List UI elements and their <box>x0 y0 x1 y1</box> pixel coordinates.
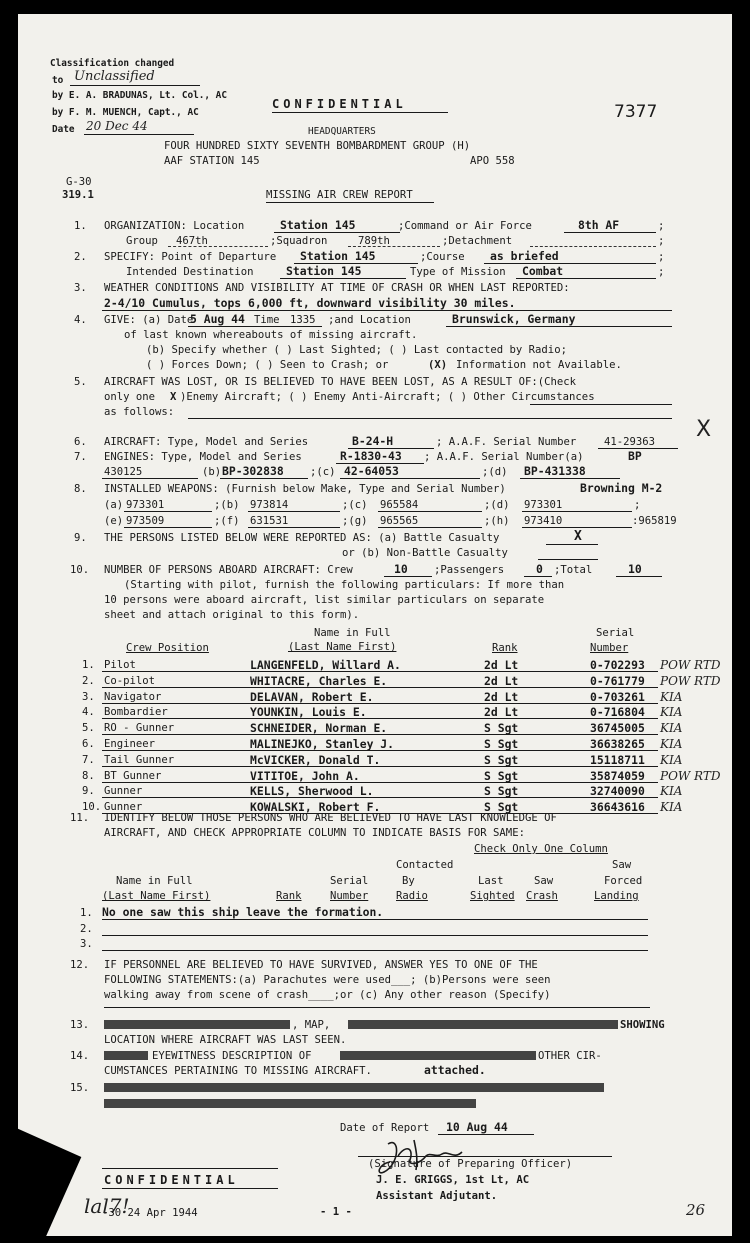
margin-x-mark: X <box>696 417 712 442</box>
s13-map: , MAP, <box>292 1019 331 1031</box>
crew-row-number: 4. <box>82 706 95 718</box>
s11-row-3-num: 3. <box>80 938 93 950</box>
s11-line-2: AIRCRAFT, AND CHECK APPROPRIATE COLUMN TO INDICATE BASIS FOR SAME: <box>104 827 525 839</box>
s11-num: 11. <box>70 812 90 824</box>
s4-location-label: ;and Location <box>328 314 411 326</box>
s11-line-1: IDENTIFY BELOW THOSE PERSONS WHO ARE BELIEVED TO HAVE LAST KNOWLEDGE OF <box>104 812 557 824</box>
form-number: -30 24 Apr 1944 <box>102 1207 198 1219</box>
crew-position: Engineer <box>104 738 156 750</box>
s1-group-label: Group <box>126 235 158 247</box>
crew-rank: S Sgt <box>484 784 519 798</box>
s9-label: THE PERSONS LISTED BELOW WERE REPORTED AS: (a) Battle Casualty <box>104 532 500 544</box>
crew-row-number: 10. <box>82 801 102 813</box>
s6-label: AIRCRAFT: Type, Model and Series <box>104 436 309 448</box>
crew-status-note: KIA <box>660 753 683 767</box>
crew-position: Co-pilot <box>104 675 156 687</box>
s6-num: 6. <box>74 436 87 448</box>
s1-location: Station 145 <box>280 218 356 232</box>
s11-h-contacted-1: Contacted <box>396 859 454 871</box>
crew-rank: S Sgt <box>484 737 519 751</box>
s4-line-4b: Information not Available. <box>456 359 622 371</box>
crew-row-number: 2. <box>82 675 95 687</box>
s3-num: 3. <box>74 282 87 294</box>
s2-dest: Station 145 <box>286 264 362 278</box>
s10-num: 10. <box>70 564 90 576</box>
s4-time-label: Time <box>254 314 280 326</box>
s1-detachment-label: ;Detachment <box>442 235 513 247</box>
s8-weapon-h: 973410 <box>524 515 563 527</box>
crew-position: Pilot <box>104 659 136 671</box>
report-date-label: Date of Report <box>340 1122 430 1134</box>
s4-line-2: of last known whereabouts of missing aircraft. <box>124 329 418 341</box>
s10-line-4: sheet and attach original to this form). <box>104 609 360 621</box>
s4-line-3: (b) Specify whether ( ) Last Sighted; ( ) Last contacted by Radio; <box>146 344 567 356</box>
s4-num: 4. <box>74 314 87 326</box>
crew-status-note: POW RTD <box>660 769 721 783</box>
s7-type: R-1830-43 <box>340 449 402 463</box>
s10-total: 10 <box>628 562 642 576</box>
corner-number: 26 <box>686 1201 706 1219</box>
s11-row-1: No one saw this ship leave the formation. <box>102 905 384 919</box>
officer-name: J. E. GRIGGS, 1st Lt, AC <box>376 1174 530 1186</box>
s3-label: WEATHER CONDITIONS AND VISIBILITY AT TIME OF CRASH OR WHEN LAST REPORTED: <box>104 282 570 294</box>
s2-num: 2. <box>74 251 87 263</box>
s10-total-label: ;Total <box>554 564 593 576</box>
s14-attached: attached. <box>424 1063 486 1077</box>
s10-label: NUMBER OF PERSONS ABOARD AIRCRAFT: Crew <box>104 564 353 576</box>
crew-serial: 0-702293 <box>590 658 645 672</box>
s12-line-2: FOLLOWING STATEMENTS:(a) Parachutes were used___; (b)Persons were seen <box>104 974 551 986</box>
crew-col-serial-2: Number <box>590 642 629 654</box>
s6-serial-label: ; A.A.F. Serial Number <box>436 436 577 448</box>
s11-row-2-num: 2. <box>80 923 93 935</box>
crew-rank: 2d Lt <box>484 674 519 688</box>
crew-position: Bombardier <box>104 706 168 718</box>
s1-num: 1. <box>74 220 87 232</box>
s14-num: 14. <box>70 1050 90 1062</box>
s2-course-label: ;Course <box>420 251 465 263</box>
s12-line-1: IF PERSONNEL ARE BELIEVED TO HAVE SURVIVED, ANSWER YES TO ONE OF THE <box>104 959 538 971</box>
crew-serial: 0-761779 <box>590 674 645 688</box>
s11-h-last-1: Last <box>478 875 504 887</box>
s1-command-label: ;Command or Air Force <box>398 220 532 232</box>
s13-line-2: LOCATION WHERE AIRCRAFT WAS LAST SEEN. <box>104 1034 347 1046</box>
s11-h-last-2: Sighted <box>470 890 515 902</box>
crew-position: Gunner <box>104 801 143 813</box>
s14-line-2: CUMSTANCES PERTAINING TO MISSING AIRCRAFT. <box>104 1065 372 1077</box>
s5-line-2a: only one <box>104 391 156 403</box>
s5-num: 5. <box>74 376 87 388</box>
s11-h-name-2: (Last Name First) <box>102 890 211 902</box>
crew-col-name-2: (Last Name First) <box>288 641 397 653</box>
s4-checkbox-not-available: (X) <box>428 359 448 371</box>
officer-title: Assistant Adjutant. <box>376 1190 498 1202</box>
s7-c-label: ;(c) <box>310 466 336 478</box>
s12-num: 12. <box>70 959 90 971</box>
stamp-line-1: Classification changed <box>50 58 175 69</box>
s1-group: 467th <box>176 235 208 247</box>
crew-rank: 2d Lt <box>484 705 519 719</box>
s6-serial: 41-29363 <box>604 436 656 448</box>
stamp-line-2-prefix: to <box>52 75 64 86</box>
crew-status-note: KIA <box>660 705 683 719</box>
s8-weapon-f: 631531 <box>250 515 289 527</box>
crew-row-number: 9. <box>82 785 95 797</box>
s2-departure: Station 145 <box>300 249 376 263</box>
s8-weapon-extra: :965819 <box>632 515 677 527</box>
s8-weapon-d: 973301 <box>524 499 563 511</box>
s5-line-3: as follows: <box>104 406 175 418</box>
s4-date: 5 Aug 44 <box>190 312 245 326</box>
crew-rank: S Sgt <box>484 753 519 767</box>
crew-name: SCHNEIDER, Norman E. <box>250 721 388 735</box>
crew-row-number: 1. <box>82 659 95 671</box>
crew-serial: 36638265 <box>590 737 645 751</box>
crew-rank: 2d Lt <box>484 658 519 672</box>
crew-row-number: 6. <box>82 738 95 750</box>
s11-check-one: Check Only One Column <box>474 843 608 855</box>
stamp-line-3: by E. A. BRADUNAS, Lt. Col., AC <box>52 90 227 101</box>
s2-mission: Combat <box>522 264 564 278</box>
s7-engine-a-2: 430125 <box>104 466 143 478</box>
s5-checkbox-enemy-aircraft: X <box>170 391 177 403</box>
s11-h-rank: Rank <box>276 890 302 902</box>
report-date: 10 Aug 44 <box>446 1120 508 1134</box>
s8-make: Browning M-2 <box>580 481 663 495</box>
s8-weapon-a: 973301 <box>126 499 165 511</box>
s9-battle-casualty-mark: X <box>574 529 582 544</box>
s10-passengers: 0 <box>536 562 543 576</box>
crew-rank: 2d Lt <box>484 690 519 704</box>
crew-serial: 15118711 <box>590 753 645 767</box>
signature-label: (Signature of Preparing Officer) <box>368 1158 573 1170</box>
s11-h-contacted-2: By <box>402 875 415 887</box>
s7-label: ENGINES: Type, Model and Series <box>104 451 302 463</box>
s11-h-forced-2: Forced <box>604 875 643 887</box>
stamp-line-5-hand: 20 Dec 44 <box>86 119 148 133</box>
hand-scrawl: lal7! <box>84 1194 130 1218</box>
s8-weapon-b: 973814 <box>250 499 289 511</box>
s10-crew: 10 <box>394 562 408 576</box>
s8-label: INSTALLED WEAPONS: (Furnish below Make, Type and Serial Number) <box>104 483 506 495</box>
crew-status-note: POW RTD <box>660 658 721 672</box>
s4-line-4a: ( ) Forces Down; ( ) Seen to Crash; or <box>146 359 389 371</box>
s14-other: OTHER CIR- <box>538 1050 602 1062</box>
crew-name: KELLS, Sherwood L. <box>250 784 374 798</box>
crew-rank: S Sgt <box>484 721 519 735</box>
s13-num: 13. <box>70 1019 90 1031</box>
apo-number: APO 558 <box>470 155 515 167</box>
s1-label: ORGANIZATION: Location <box>104 220 245 232</box>
page-number: - 1 - <box>320 1206 352 1218</box>
crew-name: DELAVAN, Robert E. <box>250 690 374 704</box>
s8-num: 8. <box>74 483 87 495</box>
crew-row-number: 3. <box>82 691 95 703</box>
crew-serial: 0-716804 <box>590 705 645 719</box>
crew-position: BT Gunner <box>104 770 162 782</box>
s3-value: 2-4/10 Cumulus, tops 6,000 ft, downward visibility 30 miles. <box>104 296 516 310</box>
crew-row-number: 8. <box>82 770 95 782</box>
crew-position: Tail Gunner <box>104 754 175 766</box>
s7-engine-c: 42-64053 <box>344 464 399 478</box>
s13-showing: SHOWING <box>620 1019 665 1031</box>
s7-num: 7. <box>74 451 87 463</box>
crew-status-note: KIA <box>660 737 683 751</box>
s7-serial-label: ; A.A.F. Serial Number(a) <box>424 451 584 463</box>
crew-name: WHITACRE, Charles E. <box>250 674 388 688</box>
crew-rank: S Sgt <box>484 769 519 783</box>
s5-line-2b: )Enemy Aircraft; ( ) Enemy Anti-Aircraft; ( ) Other Circumstances <box>180 391 595 403</box>
crew-position: Gunner <box>104 785 143 797</box>
s10-line-2: (Starting with pilot, furnish the following particulars: If more than <box>124 579 565 591</box>
s8-weapon-e: 973509 <box>126 515 165 527</box>
crew-status-note: KIA <box>660 721 683 735</box>
file-number-a: G-30 <box>66 176 92 188</box>
s9-line-2: or (b) Non-Battle Casualty <box>342 547 508 559</box>
s6-type: B-24-H <box>352 434 394 448</box>
crew-name: MALINEJKO, Stanley J. <box>250 737 395 751</box>
crew-serial: 36745005 <box>590 721 645 735</box>
s11-h-saw-2: Crash <box>526 890 558 902</box>
file-number-b: 319.1 <box>62 189 94 201</box>
s5-line-1: AIRCRAFT WAS LOST, OR IS BELIEVED TO HAVE BEEN LOST, AS A RESULT OF:(Check <box>104 376 576 388</box>
s1-squadron-label: ;Squadron <box>270 235 328 247</box>
crew-name: YOUNKIN, Louis E. <box>250 705 367 719</box>
s4-time: 1335 <box>290 314 316 326</box>
s10-pass-label: ;Passengers <box>434 564 505 576</box>
s11-h-saw-1: Saw <box>534 875 554 887</box>
crew-row-number: 5. <box>82 722 95 734</box>
crew-name: McVICKER, Donald T. <box>250 753 381 767</box>
crew-serial: 32740090 <box>590 784 645 798</box>
s11-h-forced-1: Saw <box>612 859 632 871</box>
s14-eyewitness: EYEWITNESS DESCRIPTION OF <box>152 1050 312 1062</box>
s8-weapon-c: 965584 <box>380 499 419 511</box>
crew-col-serial-1: Serial <box>596 627 635 639</box>
s2-course: as briefed <box>490 249 559 263</box>
s11-h-contacted-3: Radio <box>396 890 428 902</box>
crew-serial: 35874059 <box>590 769 645 783</box>
s11-h-name-1: Name in Full <box>116 875 193 887</box>
confidential-top: CONFIDENTIAL <box>272 97 407 111</box>
crew-name: VITITOE, John A. <box>250 769 360 783</box>
station-heading: AAF STATION 145 <box>164 155 260 167</box>
crew-status-note: KIA <box>660 800 683 814</box>
crew-name: KOWALSKI, Robert F. <box>250 800 381 814</box>
crew-serial: 36643616 <box>590 800 645 814</box>
crew-row-number: 7. <box>82 754 95 766</box>
document-number: 7377 <box>614 102 658 122</box>
s7-d-label: ;(d) <box>482 466 508 478</box>
crew-status-note: POW RTD <box>660 674 721 688</box>
s2-mission-label: Type of Mission <box>410 266 506 278</box>
s10-line-3: 10 persons were aboard aircraft, list similar particulars on separate <box>104 594 545 606</box>
s7-engine-b: BP-302838 <box>222 464 284 478</box>
crew-rank: S Sgt <box>484 800 519 814</box>
missing-air-crew-report: Classification changed to Unclassified by E. A. BRADUNAS, Lt. Col., AC by F. M. MUENCH, Capt., AC Date 20 Dec 44 CONFIDENTIAL 7377 HEADQUARTERS FOUR HUNDRED SIXTY SEVENTH BOMBARDMENT GROUP (H) AAF STATION 145 APO 558 G-30 319.1 MISSING AIR CREW REPORT 1. ORGANIZATION: Location Station 145 ;Command or Air Force 8th AF ; Group 467th ;Squadron 789th ;Detachment ; 2. SPECIFY: Point of Departure Station 145 ;Course as briefed ; Intended Destination Station 145 Type of Mission Combat ; 3. WEATHER CONDITIONS AND VISIBILITY AT TIME OF CRASH OR WHEN LAST REPORTED: 2-4/10 Cumulus, tops 6,000 ft, downward visibility 30 miles. 4. GIVE: (a) Date 5 Aug 44 Time 1335 ;and Location Brunswick, Germany of last known whereabouts of missing aircraft. (b) Specify whether ( ) Last Sighted; ( ) Last contacted by Radio; ( ) Forces Down; ( ) Seen to Crash; or (X) Information not Available. 5. AIRCRAFT WAS LOST, OR IS BELIEVED TO HAVE BEEN LOST, AS A RESULT OF:(Check only one X )Enemy Aircraft; ( ) Enemy Anti-Aircraft; ( ) Other Circumstances as follows: X 6. AIRCRAFT: Type, Model and Series B-24-H ; A.A.F. Serial Number 41-29363 7. ENGINES: Type, Model and Series R-1830-43 ; A.A.F. Serial Number(a) BP 430125 (b) BP-302838 ;(c) 42-64053 ;(d) BP-431338 8. INSTALLED WEAPONS: (Furnish below Make, Type and Serial Number) Browning M-2 (a) 973301 ;(b) 973814 ;(c) 965584 ;(d) 973301 ; (e) 973509 ;(f) 631531 ;(g) 965565 ;(h) 973410 :965819 9. THE PERSONS LISTED BELOW WERE REPORTED AS: (a) Battle Casualty X or (b) Non-Battle Casualty 10. NUMBER OF PERSONS ABOARD AIRCRAFT: Crew 10 ;Passengers 0 ;Total 10 (Starting with pilot, furnish the following particulars: If more than 10 persons were aboard aircraft, list similar particulars on separate sheet and attach original to this form). Name in Full Serial Crew Position (Last Name First) Rank Number 11. IDENTIFY BELOW THOSE PERSONS WHO ARE BELIEVED TO HAVE LAST KNOWLEDGE OF AIRCRAFT, AND CHECK APPROPRIATE COLUMN TO INDICATE BASIS FOR SAME: Check Only One Column Contacted Saw Name in Full Serial By Last Saw Forced (Last Name First) Rank Number Radio Sighted Crash Landing 1. No one saw this ship leave the formation. 2. 3. 12. IF PERSONNEL ARE BELIEVED TO HAVE SURVIVED, ANSWER YES TO ONE OF THE FOLLOWING STATEMENTS:(a) Parachutes were used___; (b)Persons were seen walking away from scene of crash____;or (c) Any other reason (Specify) 13. , MAP, SHOWING LOCATION WHERE AIRCRAFT WAS LAST SEEN. 14. EYEWITNESS DESCRIPTION OF OTHER CIR- CUMSTANCES PERTAINING TO MISSING AIRCRAFT. attached. 15. Date of Report 10 Aug 44 (Signature of Preparing Officer) J. E. GRIGGS, 1st Lt, AC Assistant Adjutant. CONFIDENTIAL lal7! -30 24 Apr 1944 - 1 - 26 1. Pilot LANGENFELD, Willard A. 2d Lt 0-702293 POW RTD 2. Co-pilot WHITACRE, Charles E. 2d Lt 0-761779 POW RTD 3. Navigator DELAVAN, Robert E. 2d Lt 0-703261 KIA 4. Bombardier YOUNKIN, Louis E. 2d Lt 0-716804 KIA 5. RO - Gunner SCHNEIDER, Norman E. S Sgt 36745005 KIA 6. Engineer MALINEJKO, Stanley J. S Sgt 36638265 KIA 7. Tail Gunner McVICKER, Donald T. S Sgt 15118711 KIA 8. BT Gunner VITITOE, John A. S Sgt 35874059 POW RTD 9. Gunner KELLS, Sherwood L. S Sgt 32740090 KIA 10. Gunner KOWALSKI, Robert F. S Sgt 36643616 KIA <box>18 14 732 1236</box>
crew-serial: 0-703261 <box>590 690 645 704</box>
stamp-line-5-prefix: Date <box>52 124 75 135</box>
s11-h-forced-3: Landing <box>594 890 639 902</box>
s2-label: SPECIFY: Point of Departure <box>104 251 277 263</box>
confidential-bottom: CONFIDENTIAL <box>104 1173 239 1187</box>
s11-row-1-num: 1. <box>80 907 93 919</box>
s7-b-label: (b) <box>202 466 222 478</box>
crew-name: LANGENFELD, Willard A. <box>250 658 401 672</box>
s2-dest-label: Intended Destination <box>126 266 254 278</box>
headquarters: HEADQUARTERS <box>308 126 376 137</box>
s4-location: Brunswick, Germany <box>452 312 576 326</box>
s7-engine-a: BP <box>628 449 642 463</box>
crew-status-note: KIA <box>660 690 683 704</box>
crew-col-name-1: Name in Full <box>314 627 391 639</box>
s12-line-3: walking away from scene of crash____;or (c) Any other reason (Specify) <box>104 989 551 1001</box>
crew-status-note: KIA <box>660 784 683 798</box>
crew-col-rank: Rank <box>492 642 518 654</box>
crew-col-position: Crew Position <box>126 642 209 654</box>
s9-num: 9. <box>74 532 87 544</box>
s15-num: 15. <box>70 1082 90 1094</box>
s8-weapon-g: 965565 <box>380 515 419 527</box>
crew-position: Navigator <box>104 691 162 703</box>
s7-engine-d: BP-431338 <box>524 464 586 478</box>
crew-position: RO - Gunner <box>104 722 175 734</box>
s4-label: GIVE: (a) Date <box>104 314 194 326</box>
group-heading: FOUR HUNDRED SIXTY SEVENTH BOMBARDMENT GROUP (H) <box>164 140 471 152</box>
s11-h-serial-2: Number <box>330 890 369 902</box>
stamp-line-4: by F. M. MUENCH, Capt., AC <box>52 107 199 118</box>
form-title: MISSING AIR CREW REPORT <box>266 189 413 201</box>
s1-squadron: 789th <box>358 235 390 247</box>
s11-h-serial-1: Serial <box>330 875 369 887</box>
stamp-line-2-hand: Unclassified <box>74 69 155 84</box>
s1-command: 8th AF <box>578 218 620 232</box>
